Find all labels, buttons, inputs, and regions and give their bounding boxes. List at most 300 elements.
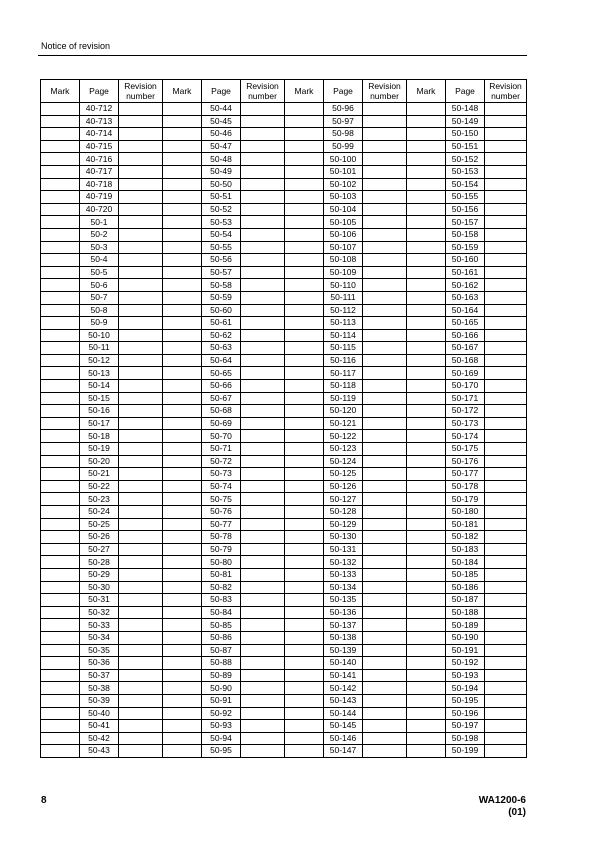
page-cell: 50-1 [80, 216, 119, 229]
header-rule [38, 55, 527, 56]
revision-cell [363, 480, 407, 493]
mark-cell [41, 606, 80, 619]
revision-cell [241, 153, 285, 166]
mark-cell [407, 518, 446, 531]
revision-cell [485, 392, 527, 405]
page-cell: 50-144 [324, 707, 363, 720]
page-cell: 50-133 [324, 568, 363, 581]
page-cell: 50-152 [446, 153, 485, 166]
revision-cell [119, 241, 163, 254]
revision-cell [485, 115, 527, 128]
mark-cell [41, 354, 80, 367]
mark-cell [285, 606, 324, 619]
mark-cell [41, 732, 80, 745]
revision-cell [485, 279, 527, 292]
revision-cell [119, 153, 163, 166]
mark-cell [407, 342, 446, 355]
revision-cell [241, 291, 285, 304]
revision-cell [363, 128, 407, 141]
table-row [41, 178, 527, 191]
mark-cell [285, 581, 324, 594]
mark-cell [285, 518, 324, 531]
page-cell: 50-197 [446, 720, 485, 733]
table-row [41, 392, 527, 405]
table-row [41, 669, 527, 682]
page-cell: 50-30 [80, 581, 119, 594]
revision-cell [119, 455, 163, 468]
revision-cell [241, 178, 285, 191]
page-cell: 50-117 [324, 367, 363, 380]
mark-cell [285, 367, 324, 380]
mark-cell [407, 732, 446, 745]
mark-cell [41, 128, 80, 141]
page-cell: 50-116 [324, 354, 363, 367]
page-cell: 50-124 [324, 455, 363, 468]
mark-cell [285, 720, 324, 733]
revision-cell [363, 518, 407, 531]
page-cell: 50-176 [446, 455, 485, 468]
mark-cell [41, 115, 80, 128]
page-cell: 50-141 [324, 669, 363, 682]
revision-cell [241, 342, 285, 355]
page-cell: 40-715 [80, 140, 119, 153]
mark-cell [163, 543, 202, 556]
mark-cell [285, 543, 324, 556]
mark-cell [41, 329, 80, 342]
mark-cell [407, 707, 446, 720]
mark-cell [407, 644, 446, 657]
page-cell: 50-24 [80, 506, 119, 519]
revision-cell [363, 354, 407, 367]
mark-cell [41, 443, 80, 456]
revision-cell [241, 203, 285, 216]
page-cell: 50-86 [202, 631, 241, 644]
mark-cell [285, 279, 324, 292]
page-cell: 40-714 [80, 128, 119, 141]
page-cell: 50-160 [446, 254, 485, 267]
page-cell: 50-11 [80, 342, 119, 355]
mark-cell [285, 128, 324, 141]
revision-cell [485, 619, 527, 632]
mark-cell [285, 644, 324, 657]
page-cell: 50-108 [324, 254, 363, 267]
revision-cell [485, 329, 527, 342]
page-cell: 50-22 [80, 480, 119, 493]
table-row [41, 732, 527, 745]
mark-cell [407, 279, 446, 292]
mark-cell [407, 468, 446, 481]
mark-cell [163, 392, 202, 405]
revision-cell [119, 291, 163, 304]
mark-cell [163, 178, 202, 191]
revision-cell [363, 153, 407, 166]
page-cell: 50-135 [324, 594, 363, 607]
mark-cell [163, 480, 202, 493]
page-cell: 50-46 [202, 128, 241, 141]
revision-cell [363, 682, 407, 695]
revision-cell [485, 443, 527, 456]
page-cell: 40-720 [80, 203, 119, 216]
mark-cell [163, 191, 202, 204]
mark-cell [285, 594, 324, 607]
table-row [41, 228, 527, 241]
mark-cell [163, 140, 202, 153]
revision-cell [241, 531, 285, 544]
revision-cell [485, 694, 527, 707]
mark-cell [163, 254, 202, 267]
mark-cell [41, 254, 80, 267]
revision-cell [241, 354, 285, 367]
revision-cell [363, 165, 407, 178]
revision-cell [363, 581, 407, 594]
revision-cell [363, 103, 407, 116]
page-cell: 50-58 [202, 279, 241, 292]
revision-cell [485, 468, 527, 481]
mark-cell [163, 367, 202, 380]
revision-cell [363, 543, 407, 556]
mark-cell [285, 329, 324, 342]
table-row [41, 556, 527, 569]
table-row [41, 518, 527, 531]
page-cell: 50-184 [446, 556, 485, 569]
mark-cell [407, 682, 446, 695]
revision-cell [485, 203, 527, 216]
revision-header-line2: number [491, 91, 520, 101]
page-cell: 50-65 [202, 367, 241, 380]
revision-cell [119, 594, 163, 607]
mark-cell [163, 732, 202, 745]
mark-cell [407, 128, 446, 141]
page-cell: 50-171 [446, 392, 485, 405]
page-cell: 50-180 [446, 506, 485, 519]
mark-cell [163, 556, 202, 569]
page-cell: 50-188 [446, 606, 485, 619]
page-cell: 50-192 [446, 657, 485, 670]
revision-cell [363, 140, 407, 153]
revision-cell [241, 694, 285, 707]
revision-cell [485, 480, 527, 493]
revision-cell [485, 254, 527, 267]
revision-cell [119, 531, 163, 544]
revision-cell [119, 443, 163, 456]
page-cell: 50-194 [446, 682, 485, 695]
page-cell: 50-39 [80, 694, 119, 707]
revision-cell [119, 568, 163, 581]
mark-cell [285, 443, 324, 456]
page-cell: 50-72 [202, 455, 241, 468]
table-row [41, 568, 527, 581]
mark-cell [407, 745, 446, 758]
revision-cell [485, 531, 527, 544]
revision-cell [485, 657, 527, 670]
page-cell: 50-138 [324, 631, 363, 644]
revision-cell [119, 720, 163, 733]
revision-cell [363, 443, 407, 456]
page-cell: 40-713 [80, 115, 119, 128]
mark-cell [163, 128, 202, 141]
mark-cell [285, 568, 324, 581]
mark-cell [407, 153, 446, 166]
page-cell: 50-27 [80, 543, 119, 556]
mark-cell [407, 506, 446, 519]
page-cell: 50-128 [324, 506, 363, 519]
mark-cell [285, 480, 324, 493]
page-cell: 50-179 [446, 493, 485, 506]
mark-cell [407, 480, 446, 493]
page-cell: 50-174 [446, 430, 485, 443]
revision-cell [119, 115, 163, 128]
page-cell: 50-66 [202, 380, 241, 393]
table-row [41, 480, 527, 493]
revision-cell [363, 115, 407, 128]
page-cell: 50-157 [446, 216, 485, 229]
page-cell: 50-76 [202, 506, 241, 519]
page-cell: 50-103 [324, 191, 363, 204]
mark-cell [407, 594, 446, 607]
revision-cell [119, 103, 163, 116]
revision-cell [485, 354, 527, 367]
revision-cell [485, 644, 527, 657]
page-cell: 50-196 [446, 707, 485, 720]
mark-cell [163, 531, 202, 544]
table-row [41, 543, 527, 556]
page-cell: 50-181 [446, 518, 485, 531]
page-cell: 50-185 [446, 568, 485, 581]
page-cell: 50-190 [446, 631, 485, 644]
page-cell: 50-173 [446, 417, 485, 430]
mark-cell [163, 493, 202, 506]
mark-cell [407, 720, 446, 733]
page-cell: 40-717 [80, 165, 119, 178]
revision-header-line2: number [370, 91, 399, 101]
revision-cell [119, 228, 163, 241]
mark-cell [163, 153, 202, 166]
revision-cell [119, 279, 163, 292]
mark-cell [41, 745, 80, 758]
page-cell: 40-712 [80, 103, 119, 116]
table-row [41, 367, 527, 380]
page-cell: 50-64 [202, 354, 241, 367]
revision-header-line1: Revision [368, 81, 401, 91]
page-cell: 50-146 [324, 732, 363, 745]
revision-cell [241, 165, 285, 178]
page-cell: 50-44 [202, 103, 241, 116]
revision-cell [241, 720, 285, 733]
revision-cell [241, 657, 285, 670]
page-cell: 50-89 [202, 669, 241, 682]
page-cell: 50-163 [446, 291, 485, 304]
page-cell: 50-5 [80, 266, 119, 279]
revision-cell [241, 254, 285, 267]
mark-cell [41, 657, 80, 670]
mark-cell [285, 165, 324, 178]
page-header-title: Notice of revision [41, 41, 111, 51]
page-cell: 50-53 [202, 216, 241, 229]
revision-cell [241, 279, 285, 292]
revision-cell [119, 165, 163, 178]
revision-cell [119, 317, 163, 330]
revision-cell [485, 682, 527, 695]
revision-cell [119, 430, 163, 443]
mark-cell [163, 468, 202, 481]
table-row [41, 216, 527, 229]
mark-cell [163, 216, 202, 229]
mark-cell [163, 606, 202, 619]
page-cell: 50-19 [80, 443, 119, 456]
table-row [41, 405, 527, 418]
table-row [41, 291, 527, 304]
mark-cell [41, 405, 80, 418]
revision-cell [485, 720, 527, 733]
mark-cell [41, 682, 80, 695]
revision-cell [485, 543, 527, 556]
page-cell: 50-113 [324, 317, 363, 330]
mark-cell [407, 606, 446, 619]
revision-cell [485, 367, 527, 380]
mark-cell [41, 531, 80, 544]
page-cell: 50-130 [324, 531, 363, 544]
mark-cell [163, 329, 202, 342]
revision-cell [241, 682, 285, 695]
revision-header [241, 80, 285, 103]
mark-cell [41, 644, 80, 657]
revision-cell [485, 103, 527, 116]
page-cell: 50-122 [324, 430, 363, 443]
page-cell: 50-119 [324, 392, 363, 405]
table-row [41, 581, 527, 594]
page-cell: 50-25 [80, 518, 119, 531]
page-header: Page [80, 80, 119, 103]
mark-cell [285, 556, 324, 569]
revision-cell [119, 745, 163, 758]
revision-cell [485, 506, 527, 519]
revision-cell [119, 631, 163, 644]
mark-cell [163, 657, 202, 670]
mark-cell [407, 405, 446, 418]
page-cell: 50-45 [202, 115, 241, 128]
revision-cell [119, 354, 163, 367]
page-cell: 50-31 [80, 594, 119, 607]
mark-cell [407, 241, 446, 254]
page-cell: 50-137 [324, 619, 363, 632]
page-cell: 50-189 [446, 619, 485, 632]
footer-edition: (01) [508, 807, 526, 818]
revision-cell [119, 405, 163, 418]
page-cell: 50-51 [202, 191, 241, 204]
revision-cell [241, 568, 285, 581]
revision-cell [119, 506, 163, 519]
mark-cell [41, 380, 80, 393]
mark-cell [407, 329, 446, 342]
revision-cell [241, 329, 285, 342]
page-cell: 50-193 [446, 669, 485, 682]
page-cell: 50-177 [446, 468, 485, 481]
mark-cell [163, 581, 202, 594]
revision-cell [241, 556, 285, 569]
table-row [41, 317, 527, 330]
table-row [41, 531, 527, 544]
revision-cell [241, 732, 285, 745]
revision-table [40, 79, 527, 758]
revision-cell [241, 707, 285, 720]
mark-cell [41, 493, 80, 506]
footer-model-block [479, 795, 526, 819]
page-cell: 50-28 [80, 556, 119, 569]
footer-page-number: 8 [41, 795, 47, 806]
revision-cell [485, 518, 527, 531]
page-cell: 50-12 [80, 354, 119, 367]
mark-cell [285, 619, 324, 632]
revision-table-body [41, 103, 527, 758]
mark-cell [163, 707, 202, 720]
page-cell: 50-167 [446, 342, 485, 355]
footer-model: WA1200-6 [478, 795, 526, 806]
revision-cell [241, 417, 285, 430]
table-row [41, 631, 527, 644]
mark-cell [285, 380, 324, 393]
page-cell: 50-125 [324, 468, 363, 481]
revision-cell [485, 266, 527, 279]
page-cell: 50-127 [324, 493, 363, 506]
revision-cell [363, 493, 407, 506]
table-row [41, 329, 527, 342]
revision-cell [363, 342, 407, 355]
mark-cell [41, 417, 80, 430]
mark-cell [163, 644, 202, 657]
page-cell: 50-93 [202, 720, 241, 733]
revision-cell [485, 291, 527, 304]
revision-cell [241, 140, 285, 153]
revision-cell [119, 606, 163, 619]
page-cell: 50-3 [80, 241, 119, 254]
mark-cell [163, 405, 202, 418]
page-cell: 50-83 [202, 594, 241, 607]
revision-cell [363, 468, 407, 481]
page-cell: 50-112 [324, 304, 363, 317]
revision-cell [363, 279, 407, 292]
mark-cell [41, 103, 80, 116]
revision-header-line1: Revision [124, 81, 157, 91]
revision-cell [119, 669, 163, 682]
page-cell: 50-155 [446, 191, 485, 204]
revision-cell [485, 317, 527, 330]
mark-cell [285, 254, 324, 267]
page-cell: 50-52 [202, 203, 241, 216]
page-cell: 50-114 [324, 329, 363, 342]
page-cell: 50-9 [80, 317, 119, 330]
page-cell: 50-139 [324, 644, 363, 657]
page-cell: 50-59 [202, 291, 241, 304]
mark-cell [163, 594, 202, 607]
mark-cell [41, 518, 80, 531]
page-cell: 50-10 [80, 329, 119, 342]
mark-cell [41, 153, 80, 166]
mark-cell [285, 354, 324, 367]
revision-cell [363, 329, 407, 342]
mark-cell [163, 694, 202, 707]
mark-cell [407, 291, 446, 304]
mark-cell [407, 254, 446, 267]
mark-cell [41, 342, 80, 355]
mark-cell [163, 228, 202, 241]
mark-cell [41, 707, 80, 720]
page-cell: 50-169 [446, 367, 485, 380]
revision-cell [363, 430, 407, 443]
table-row [41, 430, 527, 443]
page-cell: 40-719 [80, 191, 119, 204]
revision-cell [241, 430, 285, 443]
revision-cell [119, 468, 163, 481]
